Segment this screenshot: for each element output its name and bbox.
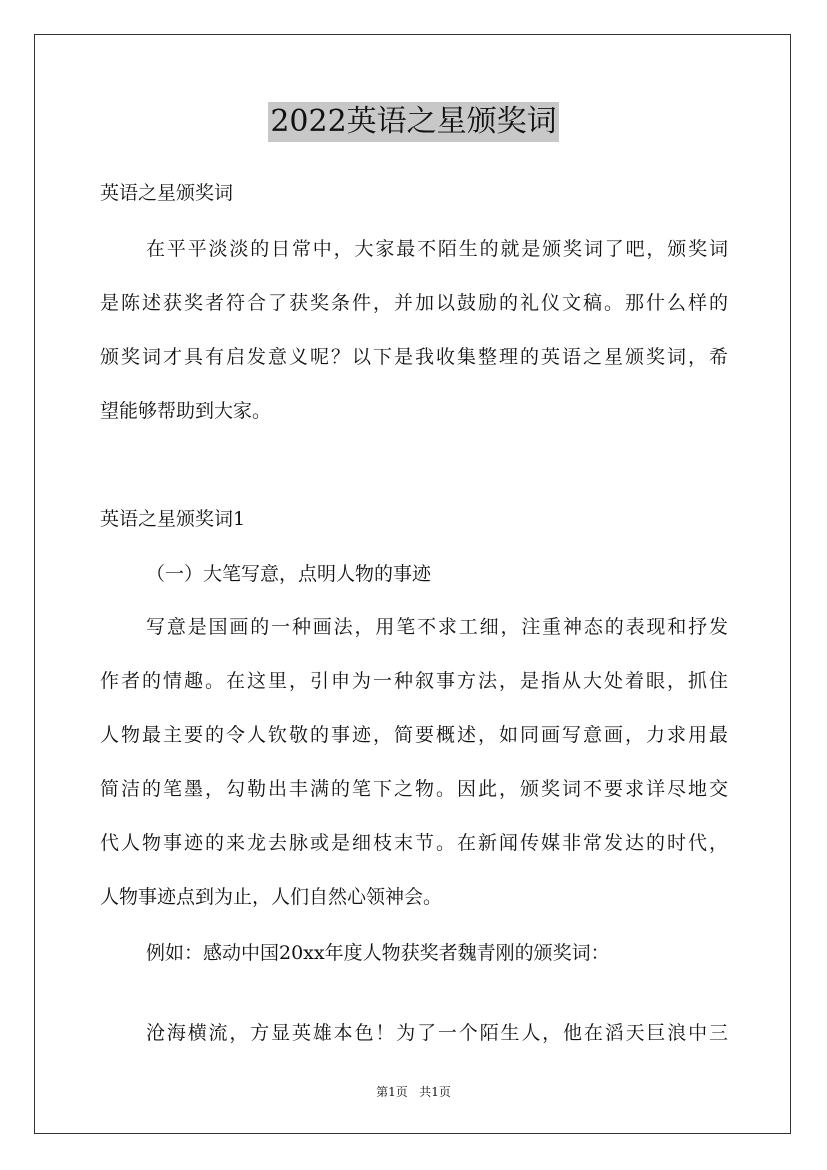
paragraph-line: 人物事迹点到为止，人们自然心领神会。 [100,886,443,908]
paragraph-line: 例如：感动中国20xx年度人物获奖者魏青刚的颁奖词： [146,942,610,964]
section-heading: 英语之星颁奖词 [100,182,234,204]
paragraph-line: 在平平淡淡的日常中，大家最不陌生的就是颁奖词了吧，颁奖词 [146,238,728,260]
paragraph-line: 简洁的笔墨，勾勒出丰满的笔下之物。因此，颁奖词不要求详尽地交 [100,778,728,800]
paragraph-line: 沧海横流，方显英雄本色！为了一个陌生人，他在滔天巨浪中三 [146,1022,728,1044]
paragraph-line: 代人物事迹的来龙去脉或是细枝末节。在新闻传媒非常发达的时代， [100,832,728,854]
paragraph-line: 写意是国画的一种画法，用笔不求工细，注重神态的表现和抒发 [146,616,728,638]
paragraph-line: 作者的情趣。在这里，引申为一种叙事方法，是指从大处着眼，抓住 [100,670,728,692]
sub-heading: （一）大笔写意，点明人物的事迹 [146,563,432,585]
page-footer [0,1084,827,1100]
title-container [0,102,827,142]
paragraph-line: 望能够帮助到大家。 [100,400,272,422]
paragraph-line: 人物最主要的令人钦敬的事迹，简要概述，如同画写意画，力求用最 [100,724,728,746]
paragraph-line: 是陈述获奖者符合了获奖条件，并加以鼓励的礼仪文稿。那什么样的 [100,292,728,314]
paragraph-line: 颁奖词才具有启发意义呢？以下是我收集整理的英语之星颁奖词，希 [100,346,728,368]
page-total: 共1页 [419,1085,451,1099]
section-heading: 英语之星颁奖词1 [100,508,246,530]
page-number: 第1页 [376,1085,408,1099]
document-title: 2022英语之星颁奖词 [268,102,558,142]
